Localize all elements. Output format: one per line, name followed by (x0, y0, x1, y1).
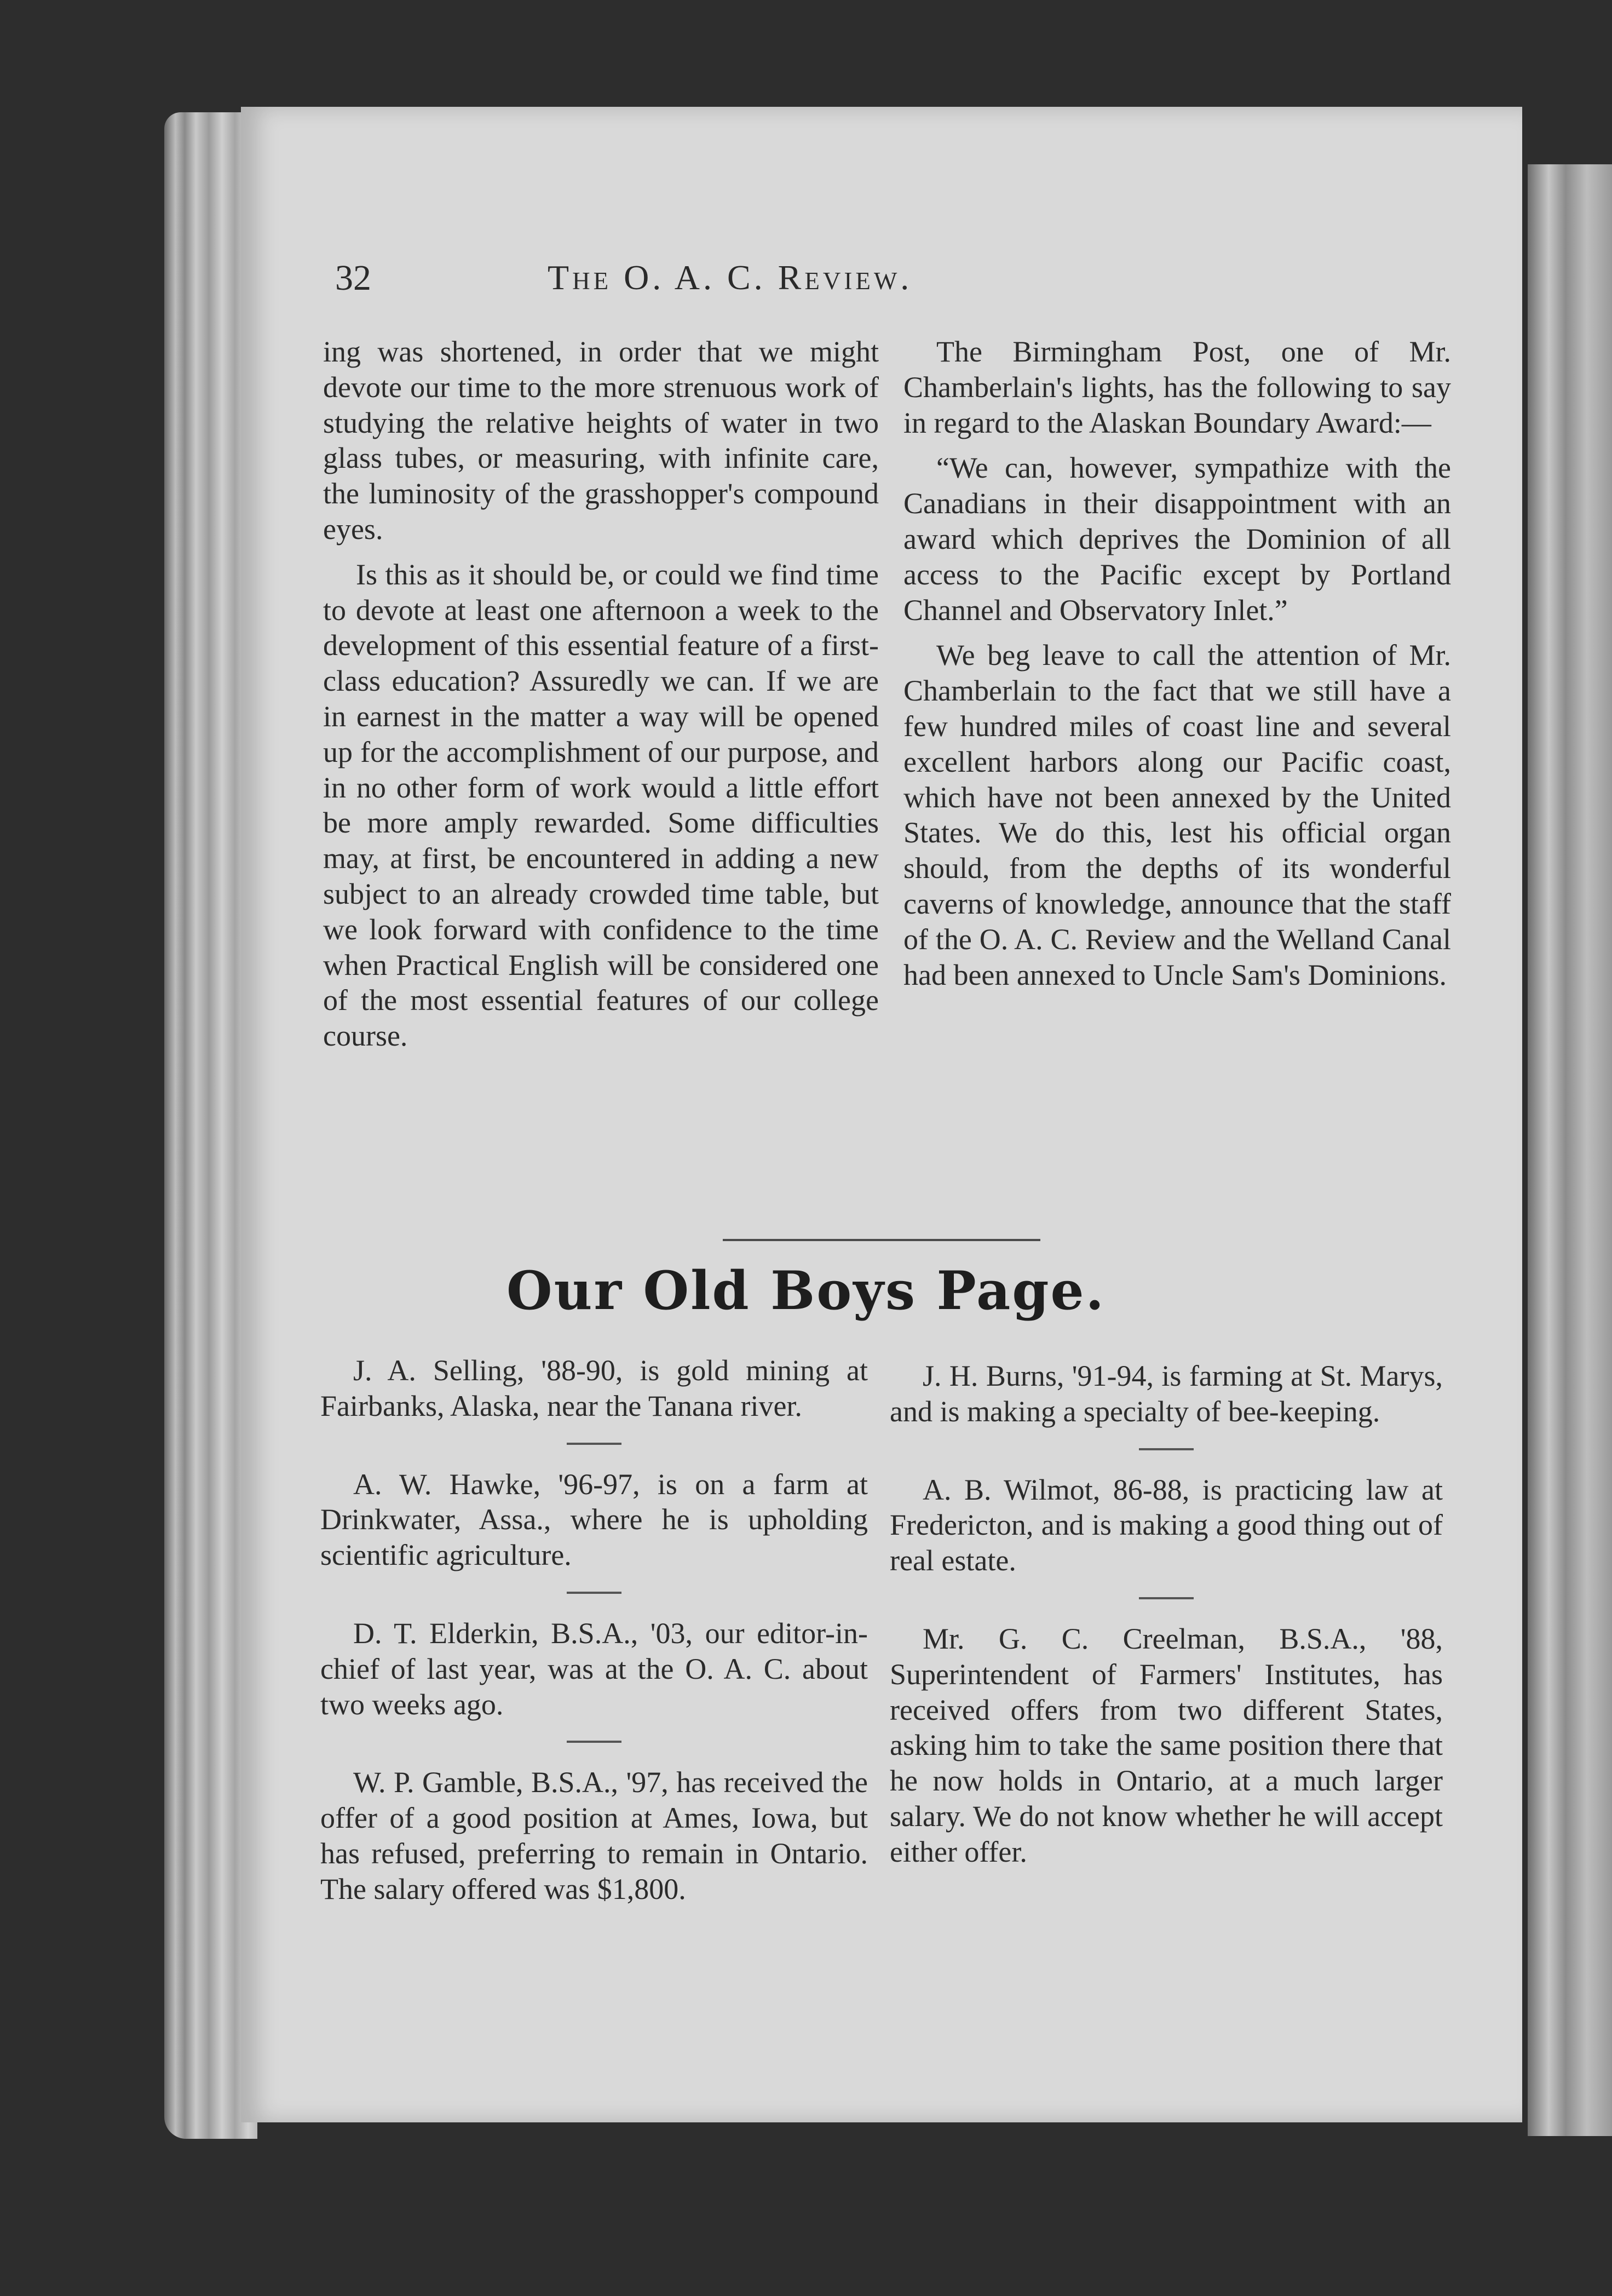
page-number: 32 (335, 258, 371, 298)
running-head: The O. A. C. Review. (548, 258, 913, 297)
item-separator (567, 1443, 621, 1445)
facing-page-edge (1528, 164, 1612, 2136)
news-item: A. B. Wilmot, 86-88, is practicing law at Fredericton, and is making a good thing out of real estate. (890, 1473, 1443, 1577)
news-item: J. H. Burns, '91-94, is farming at St. Marys, and is making a specialty of bee-keeping. (890, 1359, 1443, 1428)
quotation: “We can, however, sympathize with the Canadians in their disappointment with an award which deprives the Dominion of all access to the Pacific except by Portland Channel and Observatory Inlet.” (903, 451, 1451, 627)
paragraph: The Birmingham Post, one of Mr. Chamberlain's lights, has the following to say in regard to the Alaskan Boundary Award:— (903, 335, 1451, 439)
news-item: W. P. Gamble, B.S.A., '97, has received the offer of a good position at Ames, Iowa, but has refused, preferring to remain in Ontario. The salary offered was $1,800. (320, 1766, 868, 1905)
item-separator (1139, 1448, 1194, 1450)
item-separator (567, 1592, 621, 1594)
paragraph: We beg leave to call the attention of Mr. Chamberlain to the fact that we still have a few hundred miles of coast line and several excellent harbors along our Pacific coast, which have not been annexed by the United States. We do this, lest his official organ should, from the depths of its wonderful caverns of knowledge, announce that the staff of the O. A. C. Review and the Welland Canal had been annexed to Uncle Sam's Dominions. (903, 639, 1451, 991)
news-item: D. T. Elderkin, B.S.A., '03, our editor-in-chief of last year, was at the O. A. C. about two weeks ago. (320, 1616, 868, 1721)
section-divider (723, 1239, 1040, 1241)
news-item: J. A. Selling, '88-90, is gold mining at Fairbanks, Alaska, near the Tanana river. (320, 1354, 868, 1422)
right-column (903, 334, 1451, 992)
paragraph: Is this as it should be, or could we find time to devote at least one afternoon a week to the development of this essential feature of a first-class education? Assuredly we can. If we are in earnest in the matter a way will be opened up for the accomplishment of our purpose, and in no other form of work would a little effort be more amply rewarded. Some difficulties may, at first, be encountered in adding a new subject to an already crowded time table, but we look forward with confidence to the time when Practical English will be considered one of the most essential features of our college course. (323, 558, 879, 1053)
news-item: Mr. G. C. Creelman, B.S.A., '88, Superintendent of Farmers' Institutes, has received offers from two different States, asking him to take the same position there that he now holds in Ontario, at a much larger salary. We do not know whether he will accept either offer. (890, 1622, 1443, 1868)
old-boys-left-column (320, 1353, 868, 1907)
section-title: Our Old Boys Page. (506, 1260, 1106, 1322)
item-separator (567, 1741, 621, 1743)
item-separator (1139, 1597, 1194, 1599)
news-item: A. W. Hawke, '96-97, is on a farm at Drinkwater, Assa., where he is upholding scientific agriculture. (320, 1467, 868, 1572)
paragraph: ing was shortened, in order that we might devote our time to the more strenuous work of studying the relative heights of water in two glass tubes, or measuring, with infinite care, the luminosity of the grasshopper's compound eyes. (323, 335, 879, 546)
left-column (323, 334, 879, 1054)
old-boys-right-column (890, 1358, 1443, 1870)
